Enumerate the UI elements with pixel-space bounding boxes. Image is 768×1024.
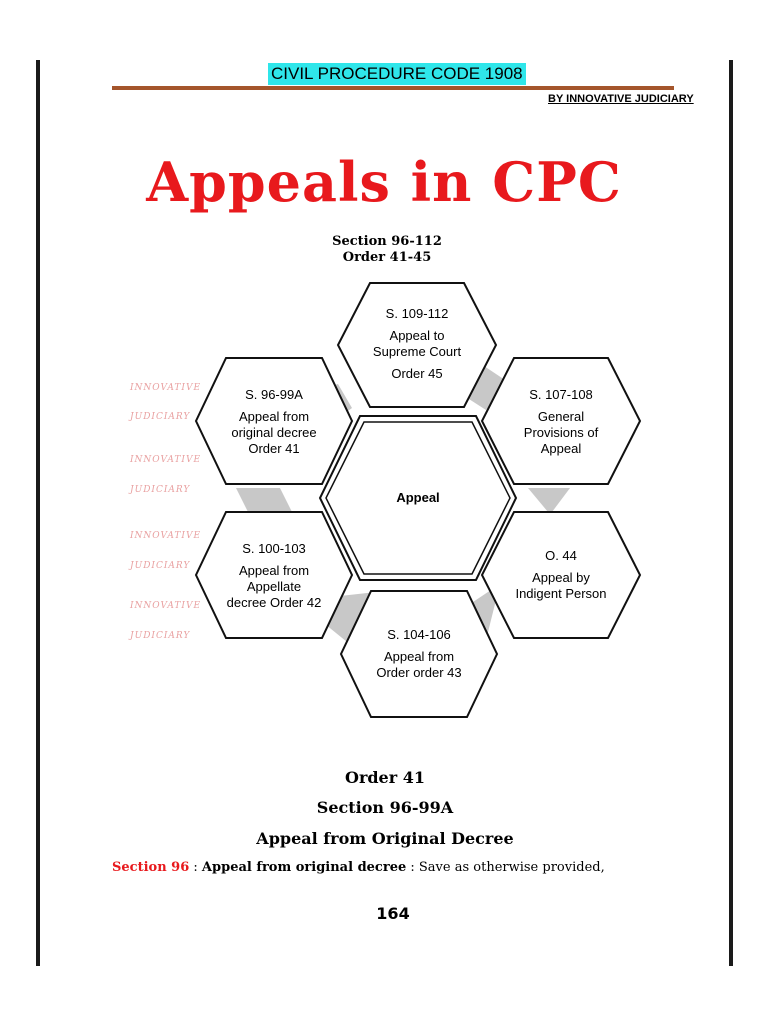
hex-text: O. 44: [545, 548, 577, 563]
subtitle-orders: Order 41-45: [342, 250, 432, 265]
hex-text: S. 96-99A: [245, 387, 303, 402]
hex-text: Appeal from: [238, 563, 310, 578]
watermark-text: JUDICIARY: [130, 485, 191, 495]
hex-text: Indigent Person: [515, 586, 607, 601]
hex-label-o44: [482, 548, 640, 602]
hex-text: Appeal from: [383, 649, 455, 664]
hex-label-s100-103: [196, 541, 352, 611]
hex-text: Appeal: [540, 441, 582, 456]
page-number: 164: [376, 904, 410, 923]
hex-label-s104-106: [341, 627, 497, 681]
watermark-text: JUDICIARY: [130, 561, 191, 571]
hex-text: Appeal by: [532, 570, 590, 585]
watermark-text: JUDICIARY: [130, 412, 191, 422]
hex-text: S. 104-106: [387, 627, 451, 642]
connector-right: [528, 488, 570, 512]
hex-text: Supreme Court: [372, 344, 462, 359]
heading-topic: Appeal from Original Decree: [256, 829, 514, 848]
watermark-text: INNOVATIVE: [130, 601, 202, 611]
header-byline: BY INNOVATIVE JUDICIARY: [548, 93, 694, 105]
hex-text: Appellate: [246, 579, 302, 594]
hex-text: Appeal from: [238, 409, 310, 424]
separator: :: [189, 860, 202, 875]
hex-label-s96-99a: [196, 387, 352, 457]
hex-text: Order 41: [248, 441, 300, 456]
watermark-text: JUDICIARY: [130, 631, 191, 641]
connector-left: [236, 488, 292, 512]
hex-text: S. 107-108: [529, 387, 593, 402]
hex-text: Appeal to: [389, 328, 445, 343]
heading-order: Order 41: [345, 768, 425, 787]
watermark-text: INNOVATIVE: [130, 455, 202, 465]
hex-text: S. 109-112: [385, 306, 449, 321]
subtitle-sections: Section 96-112: [332, 234, 442, 249]
hex-text: S. 100-103: [242, 541, 306, 556]
separator: :: [406, 860, 419, 875]
hex-label-s109-112: [338, 306, 496, 382]
hex-text: Order 45: [391, 366, 443, 381]
heading-section: Section 96-99A: [316, 798, 454, 817]
hex-text: Order order 43: [376, 665, 462, 680]
main-title: Appeals in CPC: [146, 150, 622, 214]
hex-text: Provisions of: [523, 425, 599, 440]
hex-label-center: Appeal: [396, 490, 440, 505]
watermark-text: INNOVATIVE: [130, 531, 202, 541]
hex-text: original decree: [231, 425, 317, 440]
body-text: Save as otherwise provided,: [418, 860, 605, 875]
hex-text: General: [537, 409, 585, 424]
header-title: CIVIL PROCEDURE CODE 1908: [268, 63, 526, 85]
body-paragraph: [112, 860, 605, 875]
watermark-text: INNOVATIVE: [130, 383, 202, 393]
section-reference: Section 96: [112, 860, 190, 875]
section-title: Appeal from original decree: [201, 860, 407, 875]
hex-label-s107-108: [482, 387, 640, 457]
hex-text: decree Order 42: [226, 595, 322, 610]
